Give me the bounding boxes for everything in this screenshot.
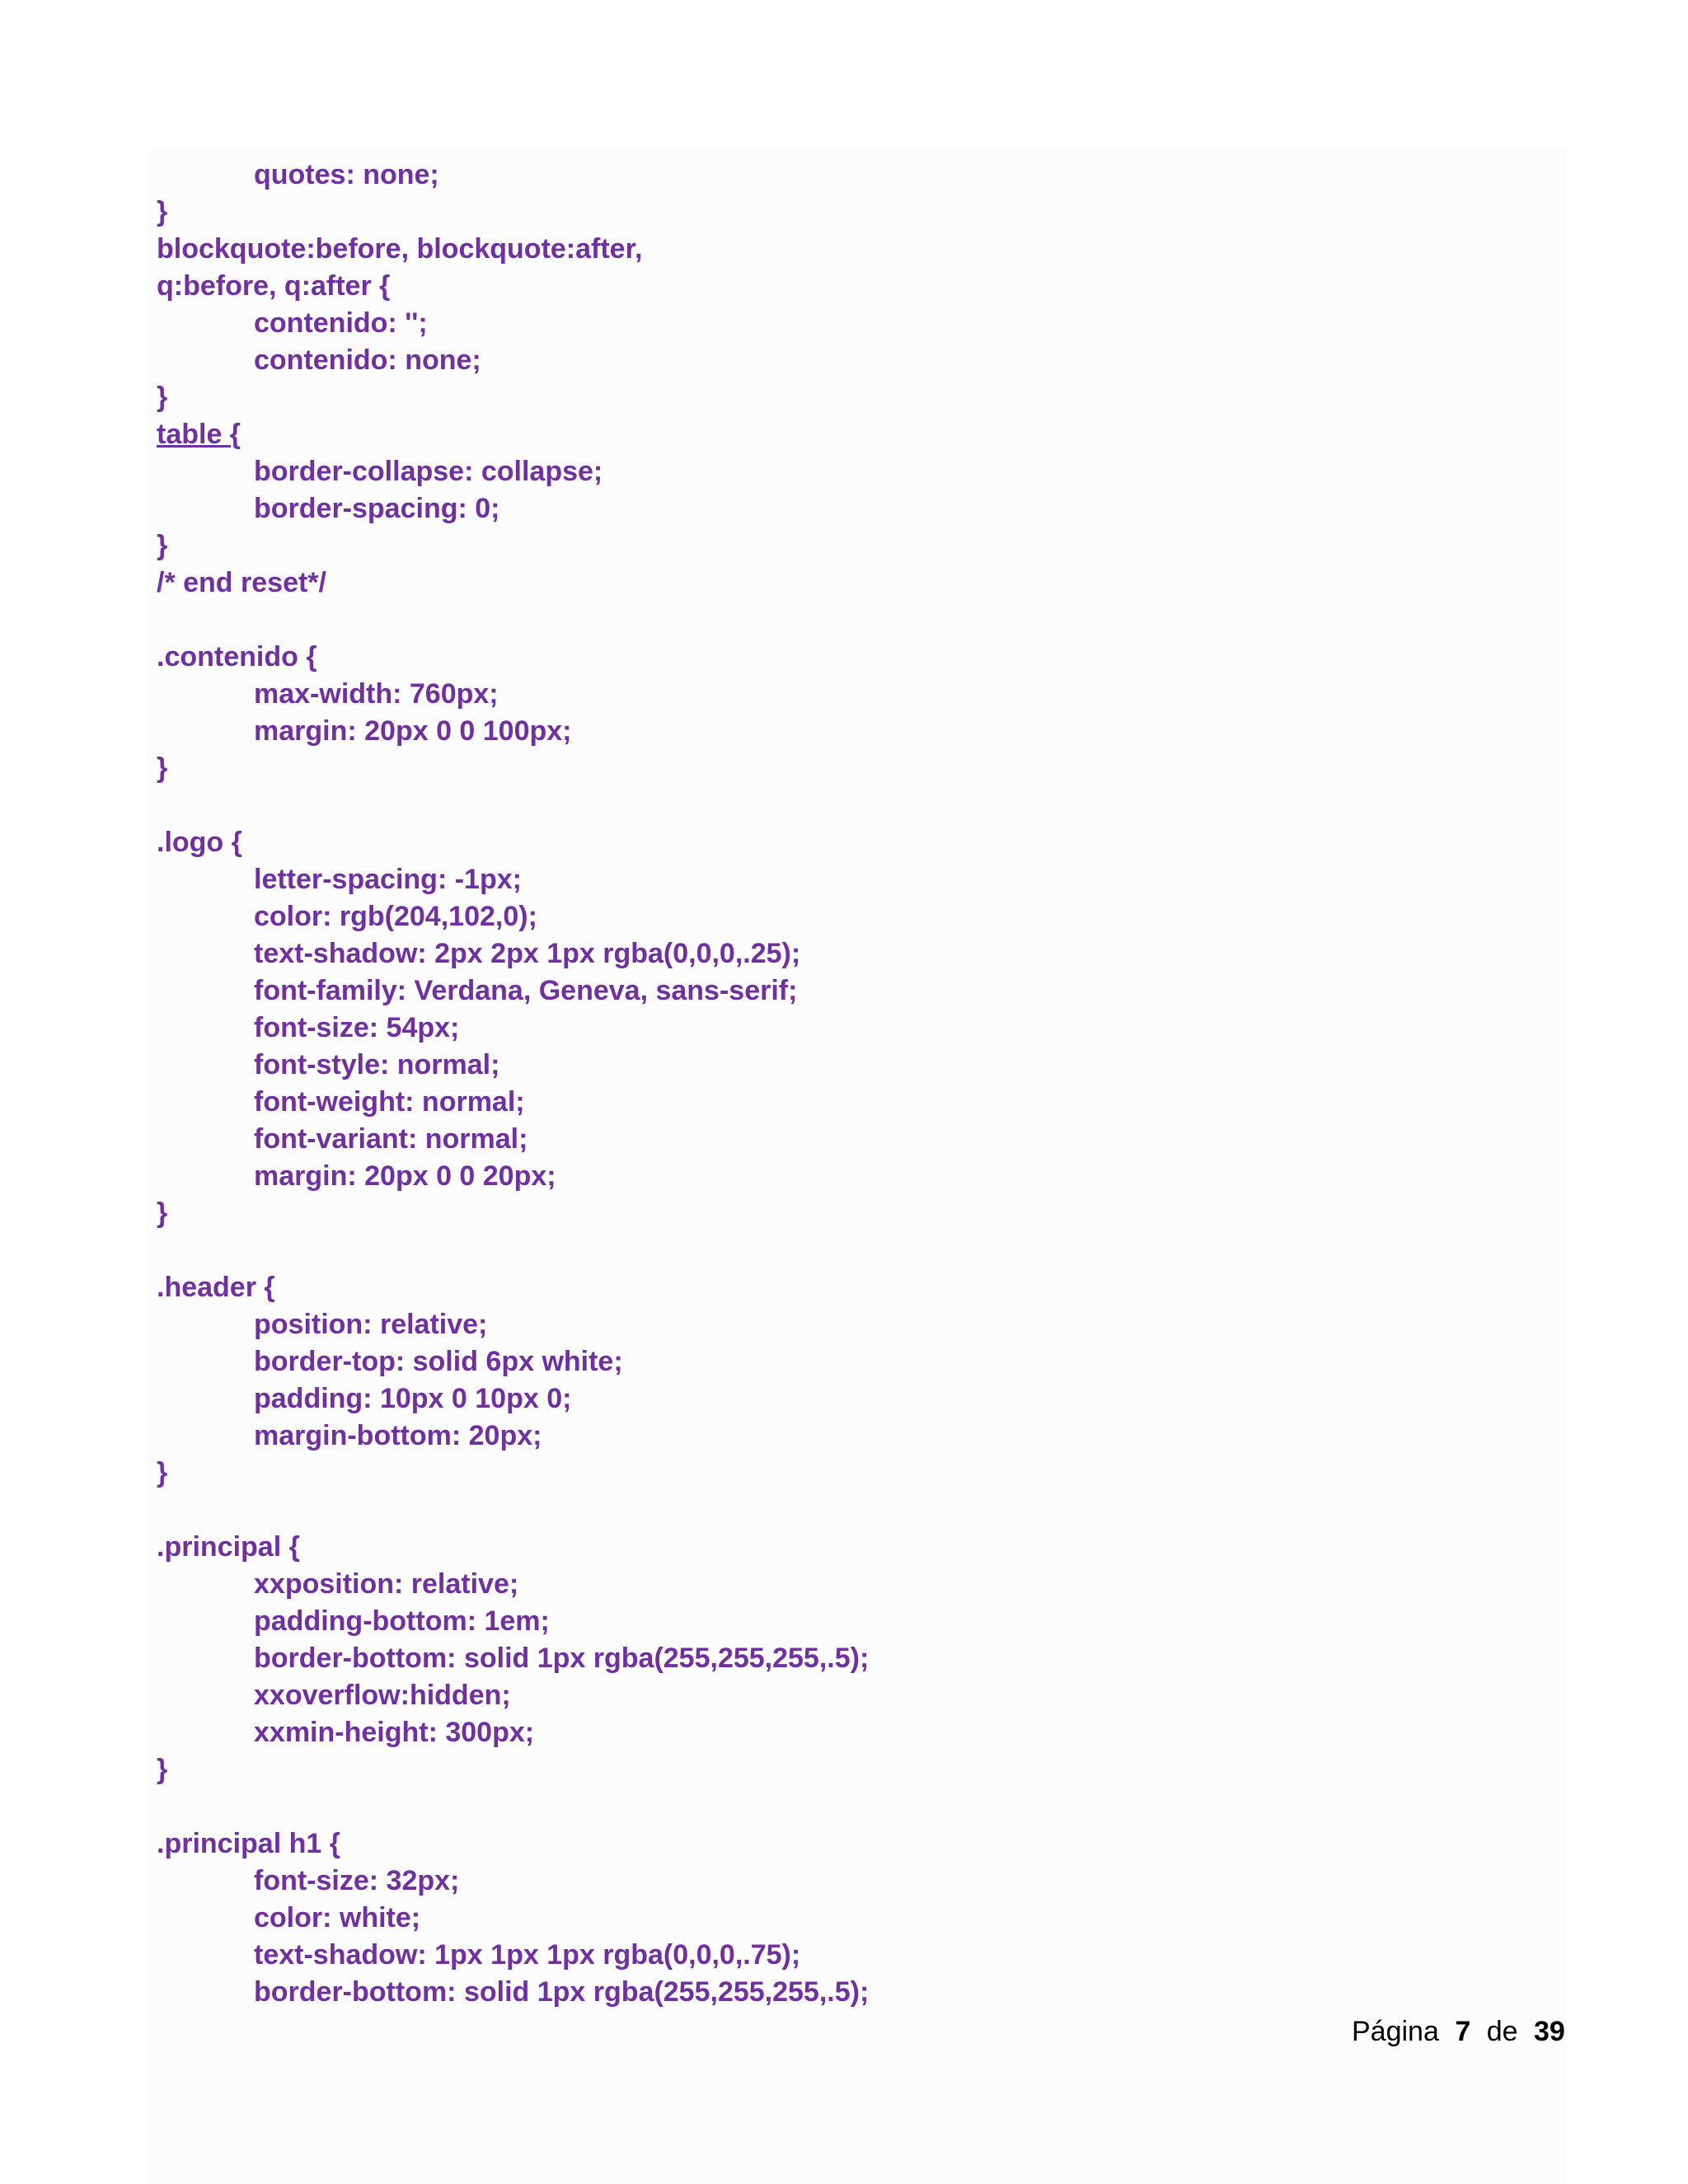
code-line-text: xxoverflow:hidden; bbox=[254, 1680, 511, 1711]
code-line-text: margin: 20px 0 0 20px; bbox=[254, 1160, 556, 1192]
code-line-text: } bbox=[157, 382, 168, 413]
code-line bbox=[157, 1010, 869, 1047]
page-label: Página bbox=[1352, 2016, 1439, 2047]
code-line-text: xxposition: relative; bbox=[254, 1568, 519, 1600]
code-line-text: font-variant: normal; bbox=[254, 1123, 528, 1155]
code-line bbox=[157, 898, 869, 935]
code-line-text: font-weight: normal; bbox=[254, 1086, 525, 1118]
code-line-text: } bbox=[157, 196, 168, 227]
code-line bbox=[157, 565, 869, 602]
total-pages-number: 39 bbox=[1533, 2016, 1565, 2047]
code-line bbox=[157, 1788, 869, 1825]
code-line-text: /* end reset*/ bbox=[157, 567, 326, 598]
code-line bbox=[157, 935, 869, 972]
code-line bbox=[157, 231, 869, 268]
code-line-text: font-style: normal; bbox=[254, 1049, 500, 1080]
code-line bbox=[157, 527, 869, 565]
code-line-text: blockquote:before, blockquote:after, bbox=[157, 233, 643, 265]
code-line-text: xxmin-height: 300px; bbox=[254, 1717, 535, 1748]
css-code-listing bbox=[157, 157, 869, 2011]
code-line bbox=[157, 1306, 869, 1343]
code-line bbox=[157, 1343, 869, 1380]
code-line-text: border-spacing: 0; bbox=[254, 493, 500, 524]
code-line bbox=[157, 1269, 869, 1306]
code-line-text: } bbox=[157, 752, 168, 784]
code-line-text: .principal h1 { bbox=[157, 1828, 340, 1859]
code-line bbox=[157, 1825, 869, 1863]
code-line-text: border-collapse: collapse; bbox=[254, 456, 603, 487]
code-line-text: padding: 10px 0 10px 0; bbox=[254, 1383, 572, 1414]
code-line bbox=[157, 1158, 869, 1195]
page-footer bbox=[1352, 2011, 1565, 2052]
code-line bbox=[157, 416, 869, 453]
code-line bbox=[157, 1121, 869, 1158]
code-line bbox=[157, 342, 869, 379]
code-line-text: position: relative; bbox=[254, 1309, 488, 1340]
code-line bbox=[157, 379, 869, 416]
code-line-text: } bbox=[157, 530, 168, 561]
code-line-text: font-family: Verdana, Geneva, sans-serif; bbox=[254, 975, 798, 1006]
code-line bbox=[157, 305, 869, 342]
code-line bbox=[157, 1900, 869, 1937]
code-line-text: margin-bottom: 20px; bbox=[254, 1420, 542, 1451]
code-line-text: } bbox=[157, 1754, 168, 1785]
code-line bbox=[157, 972, 869, 1010]
code-line-text: contenido: none; bbox=[254, 344, 481, 376]
code-line-text: color: rgb(204,102,0); bbox=[254, 901, 537, 932]
code-line bbox=[157, 713, 869, 750]
code-line-text: .principal { bbox=[157, 1531, 300, 1563]
code-line-text: text-shadow: 1px 1px 1px rgba(0,0,0,.75); bbox=[254, 1939, 801, 1971]
code-line bbox=[157, 1937, 869, 1974]
code-line bbox=[157, 1418, 869, 1455]
code-line bbox=[157, 1974, 869, 2011]
code-line-text: font-size: 54px; bbox=[254, 1012, 460, 1043]
code-line bbox=[157, 1195, 869, 1232]
code-line-text: .contenido { bbox=[157, 641, 317, 673]
code-line-text: border-bottom: solid 1px rgba(255,255,255,.5); bbox=[254, 1643, 870, 1674]
code-line-text: padding-bottom: 1em; bbox=[254, 1605, 550, 1637]
code-line-text: border-bottom: solid 1px rgba(255,255,255,.5); bbox=[254, 1976, 870, 2008]
code-line-text: contenido: ''; bbox=[254, 307, 428, 339]
code-line bbox=[157, 676, 869, 713]
code-line bbox=[157, 157, 869, 194]
code-line bbox=[157, 1677, 869, 1714]
code-line-text: border-top: solid 6px white; bbox=[254, 1346, 623, 1377]
code-line-text: quotes: none; bbox=[254, 159, 439, 190]
code-line bbox=[157, 1232, 869, 1269]
code-line bbox=[157, 1640, 869, 1677]
code-line-text: font-size: 32px; bbox=[254, 1865, 460, 1896]
code-line-text: .header { bbox=[157, 1272, 275, 1303]
code-line-text: text-shadow: 2px 2px 1px rgba(0,0,0,.25); bbox=[254, 938, 801, 969]
code-line bbox=[157, 194, 869, 231]
code-line bbox=[157, 1529, 869, 1566]
code-line bbox=[157, 861, 869, 898]
code-line-text: } bbox=[157, 1197, 168, 1229]
code-line-text: table { bbox=[157, 419, 241, 450]
code-line-text: max-width: 760px; bbox=[254, 678, 499, 710]
code-line bbox=[157, 1047, 869, 1084]
code-line bbox=[157, 602, 869, 639]
code-line bbox=[157, 1492, 869, 1529]
code-line bbox=[157, 453, 869, 490]
code-line bbox=[157, 787, 869, 824]
code-line-text: } bbox=[157, 1457, 168, 1488]
code-line bbox=[157, 1380, 869, 1418]
code-line-text: color: white; bbox=[254, 1902, 421, 1933]
code-line bbox=[157, 824, 869, 861]
of-label: de bbox=[1486, 2016, 1518, 2047]
code-line bbox=[157, 490, 869, 527]
code-line bbox=[157, 1603, 869, 1640]
code-line bbox=[157, 639, 869, 676]
code-line-text: .logo { bbox=[157, 827, 242, 858]
code-line bbox=[157, 750, 869, 787]
code-line-text: letter-spacing: -1px; bbox=[254, 864, 522, 895]
code-line bbox=[157, 1455, 869, 1492]
code-line bbox=[157, 1863, 869, 1900]
code-line-text: margin: 20px 0 0 100px; bbox=[254, 715, 572, 747]
code-line bbox=[157, 1714, 869, 1751]
code-line-text: q:before, q:after { bbox=[157, 270, 391, 302]
code-line bbox=[157, 1084, 869, 1121]
code-line bbox=[157, 1751, 869, 1788]
code-line bbox=[157, 268, 869, 305]
code-line bbox=[157, 1566, 869, 1603]
current-page-number: 7 bbox=[1455, 2016, 1471, 2047]
